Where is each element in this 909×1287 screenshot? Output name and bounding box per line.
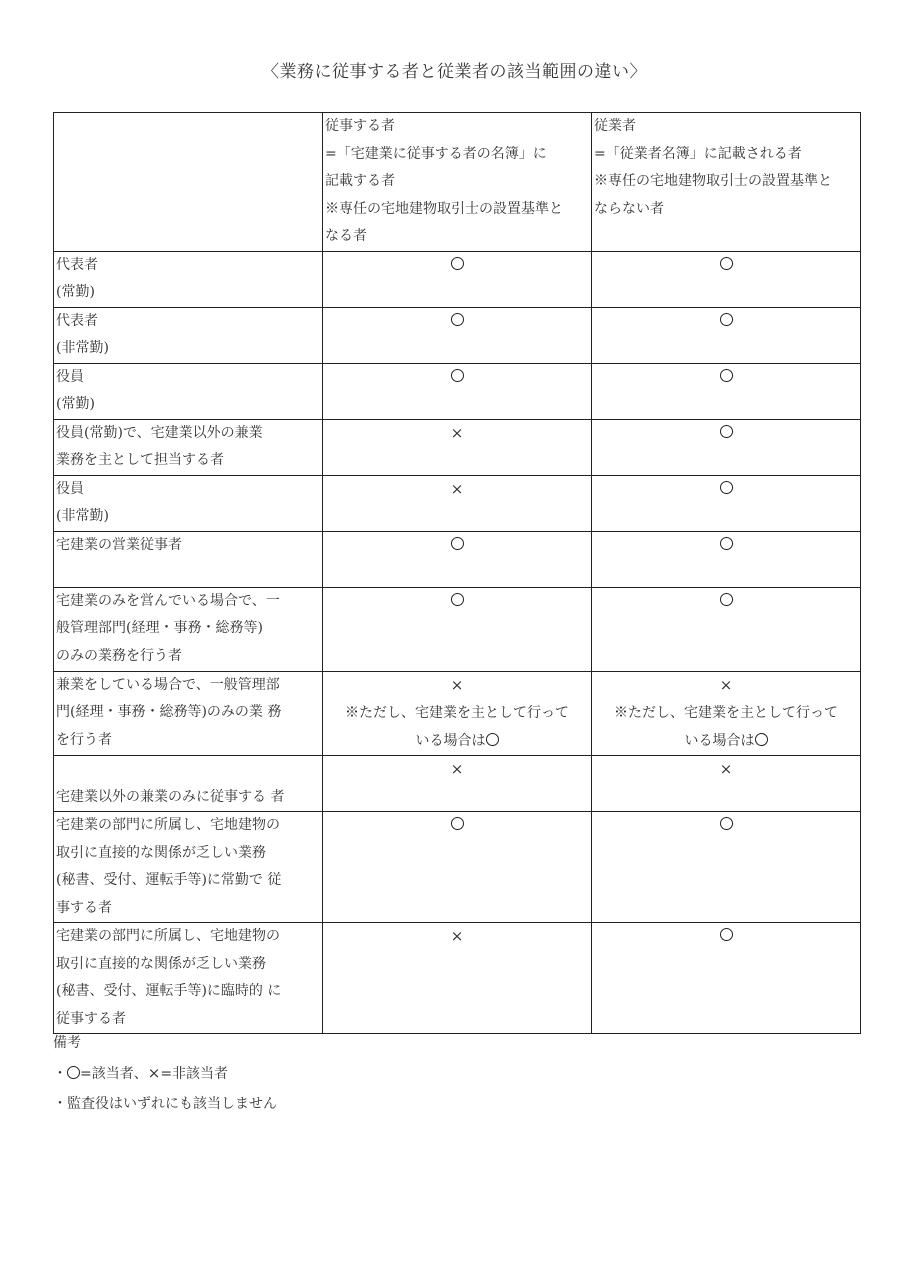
row-label-line: 役員 — [56, 368, 84, 385]
jujisuru-mark-cell — [323, 531, 592, 587]
jujisuru-mark-cell — [323, 419, 592, 475]
row-label-cell — [54, 307, 323, 363]
jujisuru-mark-cell — [323, 307, 592, 363]
circle-icon — [720, 817, 733, 830]
row-label-cell — [54, 475, 323, 531]
row-label-line: 業務を主として担当する者 — [56, 452, 224, 468]
condition-note-text: ※ただし、宅建業を主として行って — [614, 705, 838, 721]
row-label-line: 取引に直接的な関係が乏しい業務 — [56, 844, 266, 861]
jujisuru-mark-cell — [323, 756, 592, 812]
row-label-line: 事する者 — [56, 899, 112, 916]
circle-icon — [451, 369, 464, 382]
table-row — [54, 756, 861, 812]
header-line: ならない者 — [594, 200, 664, 217]
row-label-line — [56, 756, 320, 784]
jujisuru-mark-cell — [323, 251, 592, 307]
jujisuru-mark-cell — [323, 923, 592, 1034]
circle-icon — [451, 257, 464, 270]
row-label-line: 宅建業のみを営んでいる場合で、一 — [56, 592, 280, 609]
table-row — [54, 671, 861, 756]
table-row — [54, 307, 861, 363]
row-label-cell — [54, 923, 323, 1034]
row-label-line: 役員 — [56, 480, 84, 497]
row-label-line: 般管理部門(経理・事務・総務等) — [56, 620, 263, 636]
cross-icon: × — [450, 927, 464, 945]
header-cell-jugyosha — [592, 113, 861, 252]
header-line: なる者 — [325, 228, 367, 244]
condition-note-text: いる場合は — [684, 732, 755, 749]
row-label-cell — [54, 363, 323, 419]
legend-no-text: =非該当者 — [160, 1066, 229, 1082]
row-label-line: 代表者 — [56, 312, 98, 329]
row-label-line: (非常勤) — [56, 340, 109, 356]
comparison-table — [53, 112, 861, 1034]
table-row — [54, 923, 861, 1034]
cross-icon: × — [450, 423, 464, 442]
row-label-line: 宅建業以外の兼業のみに従事する 者 — [56, 788, 285, 805]
remarks-auditor-note: ・監査役はいずれにも該当しません — [53, 1096, 277, 1112]
row-label-line: のみの業務を行う者 — [56, 647, 182, 664]
jugyosha-mark-cell — [592, 531, 861, 587]
row-label-line: 取引に直接的な関係が乏しい業務 — [56, 955, 266, 972]
condition-note-text: いる場合は — [415, 732, 486, 749]
row-label-cell — [54, 671, 323, 756]
circle-icon — [720, 481, 733, 494]
cross-icon: × — [450, 479, 464, 498]
condition-note — [594, 728, 858, 756]
circle-icon — [720, 928, 733, 941]
jujisuru-mark-cell — [323, 587, 592, 671]
table-row — [54, 812, 861, 923]
row-label-line: (常勤) — [56, 284, 95, 300]
jugyosha-mark-cell — [592, 475, 861, 531]
row-label-cell — [54, 419, 323, 475]
circle-icon — [720, 537, 733, 550]
jujisuru-mark-cell — [323, 475, 592, 531]
circle-icon — [67, 1066, 80, 1079]
header-line: ※専任の宅地建物取引士の設置基準と — [594, 173, 832, 189]
cross-icon: × — [450, 675, 464, 694]
header-cell-jujisuru-mono — [323, 113, 592, 252]
jugyosha-mark-cell — [592, 671, 861, 756]
header-line: 記載する者 — [325, 173, 395, 189]
cross-icon: × — [719, 675, 733, 694]
table-row — [54, 531, 861, 587]
condition-note — [325, 700, 589, 728]
row-label-cell — [54, 251, 323, 307]
row-label-cell — [54, 587, 323, 671]
row-label-line: 従事する者 — [56, 1010, 126, 1027]
header-line: ※専任の宅地建物取引士の設置基準と — [325, 200, 563, 217]
circle-icon — [451, 593, 464, 606]
row-label-line: 宅建業の部門に所属し、宅地建物の — [56, 817, 280, 833]
row-label-line: (秘書、受付、運転手等)に臨時的 に — [56, 983, 282, 999]
condition-note-text: ※ただし、宅建業を主として行って — [345, 705, 569, 721]
row-label-cell — [54, 812, 323, 923]
remarks-legend — [53, 1058, 277, 1089]
jugyosha-mark-cell — [592, 587, 861, 671]
jujisuru-mark-cell — [323, 812, 592, 923]
cross-icon: × — [719, 760, 733, 778]
cross-icon: × — [147, 1064, 161, 1082]
header-line: =「宅建業に従事する者の名簿」に — [325, 145, 547, 162]
circle-icon — [451, 537, 464, 550]
table-row — [54, 587, 861, 671]
row-label-line: 役員(常勤)で、宅建業以外の兼業 — [56, 424, 263, 441]
row-label-cell — [54, 531, 323, 587]
row-label-line: 門(経理・事務・総務等)のみの業 務 — [56, 704, 282, 720]
row-label-line: を行う者 — [56, 731, 112, 748]
row-label-line: 代表者 — [56, 256, 98, 273]
circle-icon — [486, 733, 499, 746]
row-label-line: (秘書、受付、運転手等)に常勤で 従 — [56, 872, 282, 888]
legend-yes-text: =該当者、 — [80, 1066, 148, 1082]
condition-note — [594, 700, 858, 728]
remarks-heading: 備考 — [53, 1035, 81, 1051]
remarks — [53, 1028, 277, 1119]
row-label-cell — [54, 756, 323, 812]
row-label-line: (常勤) — [56, 396, 95, 412]
jugyosha-mark-cell — [592, 251, 861, 307]
header-line: =「従業者名簿」に記載される者 — [594, 145, 802, 162]
table-row — [54, 419, 861, 475]
circle-icon — [720, 313, 733, 326]
header-line: 従業者 — [594, 118, 636, 134]
row-label-line: 宅建業の部門に所属し、宅地建物の — [56, 928, 280, 944]
jugyosha-mark-cell — [592, 307, 861, 363]
bullet: ・ — [53, 1066, 67, 1082]
page-title: 〈業務に従事する者と従業者の該当範囲の違い〉 — [262, 62, 647, 82]
jujisuru-mark-cell — [323, 363, 592, 419]
table-row — [54, 475, 861, 531]
row-label-line: 宅建業の営業従事者 — [56, 536, 182, 553]
table-row — [54, 363, 861, 419]
circle-icon — [720, 369, 733, 382]
header-blank-cell — [54, 113, 323, 252]
condition-note — [325, 728, 589, 756]
header-line: 従事する者 — [325, 118, 395, 134]
row-label-line: (非常勤) — [56, 508, 109, 524]
jugyosha-mark-cell — [592, 756, 861, 812]
circle-icon — [720, 425, 733, 438]
circle-icon — [755, 733, 768, 746]
circle-icon — [720, 593, 733, 606]
jujisuru-mark-cell — [323, 671, 592, 756]
table-row — [54, 251, 861, 307]
circle-icon — [451, 313, 464, 326]
jugyosha-mark-cell — [592, 363, 861, 419]
circle-icon — [720, 257, 733, 270]
jugyosha-mark-cell — [592, 923, 861, 1034]
cross-icon: × — [450, 760, 464, 778]
jugyosha-mark-cell — [592, 419, 861, 475]
table-header-row — [54, 113, 861, 252]
circle-icon — [451, 817, 464, 830]
jugyosha-mark-cell — [592, 812, 861, 923]
row-label-line: 兼業をしている場合で、一般管理部 — [56, 676, 280, 693]
